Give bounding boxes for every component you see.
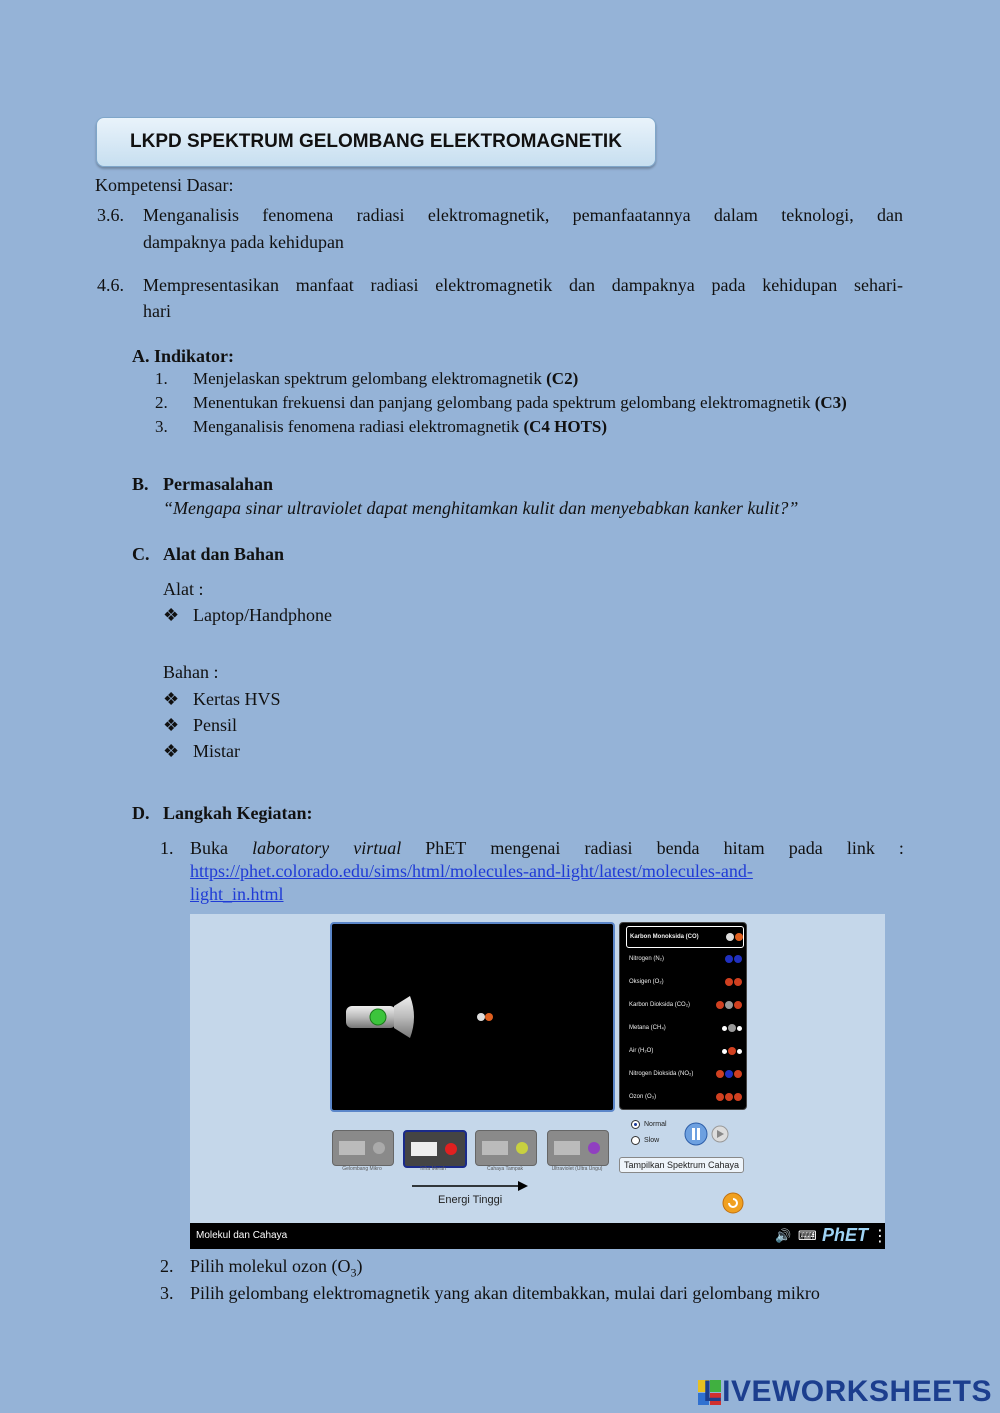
kd-number: 3.6. xyxy=(97,205,124,225)
worksheet-title: LKPD SPEKTRUM GELOMBANG ELEKTROMAGNETIK xyxy=(130,131,622,152)
section-letter: B. xyxy=(132,474,149,494)
molecule-option[interactable] xyxy=(626,1041,742,1061)
molecule-option[interactable] xyxy=(626,949,742,969)
indikator-item xyxy=(193,415,607,439)
molecule-name: Metana (CH₄) xyxy=(629,1025,666,1031)
reset-icon[interactable] xyxy=(722,1192,744,1214)
molecule-option[interactable] xyxy=(626,1064,742,1084)
visible-source-icon xyxy=(476,1131,536,1165)
playback-controls xyxy=(684,1122,732,1148)
indikator-item xyxy=(193,367,578,391)
step1-word: laboratory xyxy=(252,838,330,858)
source-microwave-button[interactable] xyxy=(332,1130,394,1166)
atom-icon xyxy=(728,1024,736,1032)
kompetensi-heading: Kompetensi Dasar: xyxy=(95,175,234,195)
molecule-option[interactable] xyxy=(626,1087,742,1107)
langkah-heading: Langkah Kegiatan: xyxy=(163,803,313,823)
molecule-selector-panel xyxy=(619,922,747,1110)
speed-normal-label: Normal xyxy=(644,1121,667,1128)
step2-subscript: 3 xyxy=(350,1265,357,1280)
source-label: Ultraviolet (Ultra Ungu) xyxy=(551,1166,603,1172)
step3-text: Pilih gelombang elektromagnetik yang akan ditembakkan, mulai dari gelombang mikro xyxy=(190,1283,820,1303)
infrared-source-icon xyxy=(405,1132,465,1166)
atom-icon xyxy=(735,933,743,941)
atom-icon xyxy=(726,933,734,941)
indikator-text: Menjelaskan spektrum gelombang elektromagnetik xyxy=(193,369,542,388)
atom-icon xyxy=(725,978,733,986)
kd-text: Mempresentasikan manfaat radiasi elektromagnetik dan dampaknya pada kehidupan sehari- xyxy=(143,275,903,295)
step1-word: pada xyxy=(788,838,823,858)
bullet-icon: ❖ xyxy=(163,715,180,735)
bahan-item: Pensil xyxy=(193,715,238,735)
photon-emitter-scene xyxy=(332,924,613,1110)
kd-text-cont: hari xyxy=(143,301,171,321)
indikator-number: 2. xyxy=(155,393,168,412)
molecule-name: Karbon Monoksida (CO) xyxy=(630,934,699,940)
atom-icon xyxy=(722,1049,727,1054)
speed-normal-radio[interactable] xyxy=(631,1120,667,1129)
step2-end: ) xyxy=(356,1256,363,1276)
indikator-level: (C3) xyxy=(814,393,847,412)
atom-icon xyxy=(734,978,742,986)
indikator-level: (C2) xyxy=(546,369,579,388)
atom-icon xyxy=(725,955,733,963)
step1-word: benda xyxy=(656,838,700,858)
source-visible-button[interactable] xyxy=(475,1130,537,1166)
sim-navigation-bar xyxy=(190,1223,888,1249)
phet-link-cont[interactable]: light_in.html xyxy=(190,884,284,904)
molecule-name: Oksigen (O₂) xyxy=(629,979,664,985)
phet-link[interactable]: https://phet.colorado.edu/sims/html/molecules-and-light/latest/molecules-and- xyxy=(190,861,753,881)
atom-icon xyxy=(734,1070,742,1078)
molecule-name: Karbon Dioksida (CO₂) xyxy=(629,1002,691,1008)
energy-arrow-icon xyxy=(410,1180,530,1192)
atom-icon xyxy=(722,1026,727,1031)
show-spectrum-button[interactable]: Tampilkan Spektrum Cahaya xyxy=(619,1157,744,1173)
step1-word: : xyxy=(898,838,904,858)
speed-slow-radio[interactable] xyxy=(631,1136,659,1145)
source-ultraviolet-button[interactable] xyxy=(547,1130,609,1166)
atom-icon xyxy=(716,1070,724,1078)
carbon-atom-icon xyxy=(477,1013,485,1021)
atom-icon xyxy=(716,1093,724,1101)
liveworksheets-watermark: LIVEWORKSHEETS xyxy=(703,1375,992,1408)
step1-word: virtual xyxy=(353,838,402,858)
atom-icon xyxy=(725,1070,733,1078)
emitter-head xyxy=(394,996,414,1038)
speed-slow-label: Slow xyxy=(644,1137,660,1144)
step1-word: radiasi xyxy=(584,838,633,858)
source-infrared-button[interactable] xyxy=(403,1130,467,1168)
permasalahan-question: “Mengapa sinar ultraviolet dapat menghitamkan kulit dan menyebabkan kanker kulit?” xyxy=(163,498,799,518)
alat-bahan-heading: Alat dan Bahan xyxy=(163,544,285,564)
atom-icon xyxy=(728,1047,736,1055)
step1-word: Buka xyxy=(190,838,228,858)
kd-text-cont: dampaknya pada kehidupan xyxy=(143,232,344,252)
phet-simulation-screenshot xyxy=(190,914,888,1249)
source-label: Gelombang Mikro xyxy=(342,1166,382,1172)
atom-icon xyxy=(734,955,742,963)
step1-word: link xyxy=(846,838,875,858)
indikator-text: Menganalisis fenomena radiasi elektromagnetik xyxy=(193,417,520,436)
kd-number: 4.6. xyxy=(97,275,124,295)
bullet-icon: ❖ xyxy=(163,605,180,625)
indikator-number: 3. xyxy=(155,417,168,436)
bahan-item: Kertas HVS xyxy=(193,689,281,709)
microwave-source-icon xyxy=(333,1131,393,1165)
source-label: Cahaya Tampak xyxy=(486,1166,524,1172)
radio-unselected-icon xyxy=(631,1136,640,1145)
indikator-text: Menentukan frekuensi dan panjang gelombang pada spektrum gelombang elektromagnetik xyxy=(193,393,811,412)
step-number: 3. xyxy=(160,1283,174,1303)
kd-text: Menganalisis fenomena radiasi elektromagnetik, pemanfaatannya dalam teknologi, dan xyxy=(143,205,903,225)
atom-icon xyxy=(725,1093,733,1101)
molecule-name: Air (H₂O) xyxy=(629,1048,654,1054)
source-label: Infra Merah xyxy=(420,1166,446,1172)
bullet-icon: ❖ xyxy=(163,741,180,761)
section-letter: C. xyxy=(132,544,150,564)
phet-logo[interactable]: PhET xyxy=(822,1225,869,1245)
step2-main: Pilih molekul ozon (O xyxy=(190,1256,351,1276)
indikator-heading: A. Indikator: xyxy=(132,346,235,366)
atom-icon xyxy=(737,1049,742,1054)
alat-item: Laptop/Handphone xyxy=(193,605,332,625)
molecule-name: Nitrogen (N₂) xyxy=(629,956,665,962)
section-letter: D. xyxy=(132,803,150,823)
indikator-item xyxy=(193,391,847,415)
step-number: 2. xyxy=(160,1256,174,1276)
keyboard-icon[interactable]: ⌨ xyxy=(798,1228,817,1243)
molecule-option[interactable] xyxy=(626,926,744,948)
worksheet-title-box xyxy=(96,117,656,167)
indikator-level: (C4 HOTS) xyxy=(523,417,608,436)
bullet-icon: ❖ xyxy=(163,689,180,709)
molecule-option[interactable] xyxy=(626,972,742,992)
sound-icon[interactable]: 🔊 xyxy=(775,1228,792,1243)
step1-word: hitam xyxy=(723,838,765,858)
step-number: 1. xyxy=(160,838,174,858)
molecule-option[interactable] xyxy=(626,1018,742,1038)
oxygen-atom-icon xyxy=(485,1013,493,1021)
radio-selected-icon xyxy=(631,1120,640,1129)
ultraviolet-source-icon xyxy=(548,1131,608,1165)
alat-label: Alat : xyxy=(163,579,204,599)
atom-icon xyxy=(734,1093,742,1101)
atom-icon xyxy=(734,1001,742,1009)
energy-label: Energi Tinggi xyxy=(438,1194,503,1206)
emitter-button-icon[interactable] xyxy=(370,1009,386,1025)
permasalahan-heading: Permasalahan xyxy=(163,474,273,494)
molecule-name: Nitrogen Dioksida (NO₂) xyxy=(629,1071,694,1077)
menu-icon[interactable]: ⋮ xyxy=(872,1228,888,1245)
atom-icon xyxy=(725,1001,733,1009)
sim-title: Molekul dan Cahaya xyxy=(196,1230,288,1241)
bahan-label: Bahan : xyxy=(163,662,219,682)
pause-button-icon[interactable] xyxy=(685,1123,707,1145)
molecule-option[interactable] xyxy=(626,995,742,1015)
atom-icon xyxy=(737,1026,742,1031)
indikator-number: 1. xyxy=(155,369,168,388)
atom-icon xyxy=(716,1001,724,1009)
step1-word: PhET xyxy=(425,838,467,858)
molecule-name: Ozon (O₃) xyxy=(629,1094,657,1100)
bahan-item: Mistar xyxy=(193,741,240,761)
simulation-stage xyxy=(330,922,615,1112)
step1-word: mengenai xyxy=(490,838,561,858)
